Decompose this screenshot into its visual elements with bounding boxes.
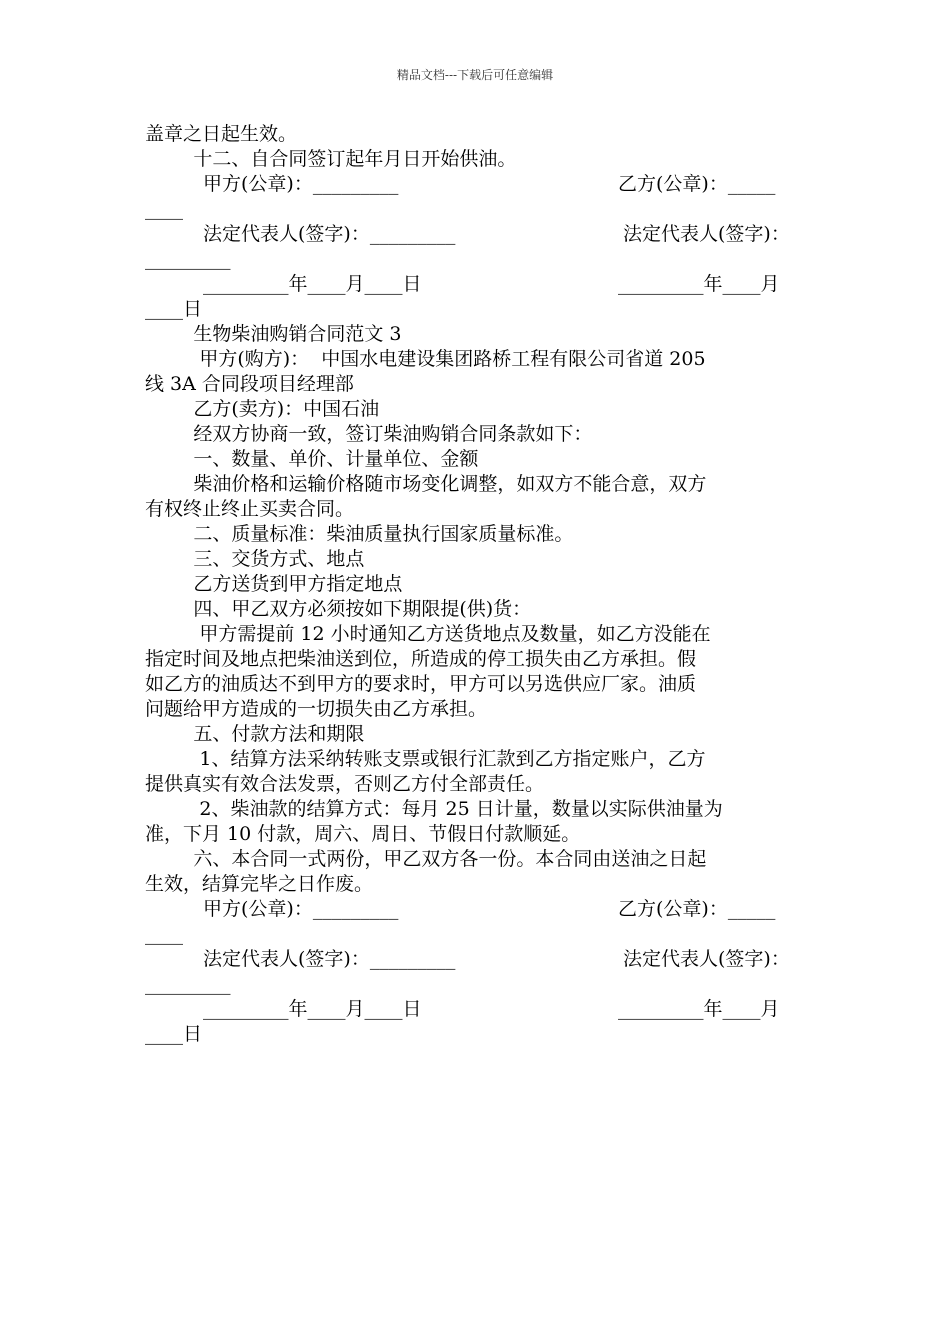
party-b-seal: 乙方(公章)：_____: [618, 898, 776, 920]
text-line: 如乙方的油质达不到甲方的要求时，甲方可以另选供应厂家。油质: [145, 673, 697, 695]
text-line: 乙方(卖方)：中国石油: [145, 398, 380, 420]
text-line: ____: [145, 923, 183, 945]
signature-row-date: [145, 272, 810, 297]
party-a-representative: 法定代表人(签字)：_________: [203, 948, 456, 970]
party-b-representative: 法定代表人(签字)：: [623, 223, 790, 245]
party-b-seal: 乙方(公章)：_____: [618, 173, 776, 195]
text-line: 一、数量、单价、计量单位、金额: [145, 448, 479, 470]
party-a-seal: 甲方(公章)：_________: [203, 173, 399, 195]
text-line: 指定时间及地点把柴油送到位，所造成的停工损失由乙方承担。假: [145, 648, 697, 670]
text-line: 准，下月 10 付款，周六、周日、节假日付款顺延。: [145, 823, 581, 845]
signature-row-representative: [145, 222, 810, 247]
text-line: 线 3A 合同段项目经理部: [145, 373, 354, 395]
text-line: 生效，结算完毕之日作废。: [145, 873, 374, 895]
signature-row-seal: [145, 897, 810, 922]
text-line: 2、柴油款的结算方式：每月 25 日计量，数量以实际供油量为: [145, 798, 723, 820]
text-line: 乙方送货到甲方指定地点: [145, 573, 403, 595]
text-line: 柴油价格和运输价格随市场变化调整，如双方不能合意，双方: [145, 473, 707, 495]
text-line: _________: [145, 248, 231, 270]
signature-row-seal: [145, 172, 810, 197]
text-line: 提供真实有效合法发票，否则乙方付全部责任。: [145, 773, 545, 795]
text-line: 十二、自合同签订起年月日开始供油。: [145, 148, 517, 170]
document-body: [145, 122, 810, 1047]
page-header: 精品文档---下载后可任意编辑: [396, 68, 554, 82]
party-b-date: _________年____月: [618, 273, 780, 295]
text-line: 甲方需提前 12 小时通知乙方送货地点及数量，如乙方没能在: [145, 623, 711, 645]
text-line: 经双方协商一致，签订柴油购销合同条款如下：: [145, 423, 593, 445]
text-line: 四、甲乙双方必须按如下期限提(供)货：: [145, 598, 532, 620]
text-line: _________: [145, 973, 231, 995]
text-line: ____: [145, 198, 183, 220]
party-b-representative: 法定代表人(签字)：: [623, 948, 790, 970]
party-a-date: _________年____月____日: [203, 998, 422, 1020]
text-line: 五、付款方法和期限: [145, 723, 365, 745]
text-line: 六、本合同一式两份，甲乙双方各一份。本合同由送油之日起: [145, 848, 707, 870]
text-line: 1、结算方法采纳转账支票或银行汇款到乙方指定账户，乙方: [145, 748, 706, 770]
signature-row-date: [145, 997, 810, 1022]
text-line: 甲方(购方)： 中国水电建设集团路桥工程有限公司省道 205: [145, 348, 706, 370]
text-line: ____日: [145, 1023, 203, 1045]
text-line: 问题给甲方造成的一切损失由乙方承担。: [145, 698, 488, 720]
text-line: 盖章之日起生效。: [145, 123, 298, 145]
text-line: ____日: [145, 298, 203, 320]
party-a-date: _________年____月____日: [203, 273, 422, 295]
party-b-date: _________年____月: [618, 998, 780, 1020]
text-line: 有权终止终止买卖合同。: [145, 498, 355, 520]
text-line: 二、质量标准：柴油质量执行国家质量标准。: [145, 523, 574, 545]
signature-row-representative: [145, 947, 810, 972]
section-title: 生物柴油购销合同范文 3: [145, 323, 402, 345]
text-line: 三、交货方式、地点: [145, 548, 365, 570]
party-a-seal: 甲方(公章)：_________: [203, 898, 399, 920]
party-a-representative: 法定代表人(签字)：_________: [203, 223, 456, 245]
